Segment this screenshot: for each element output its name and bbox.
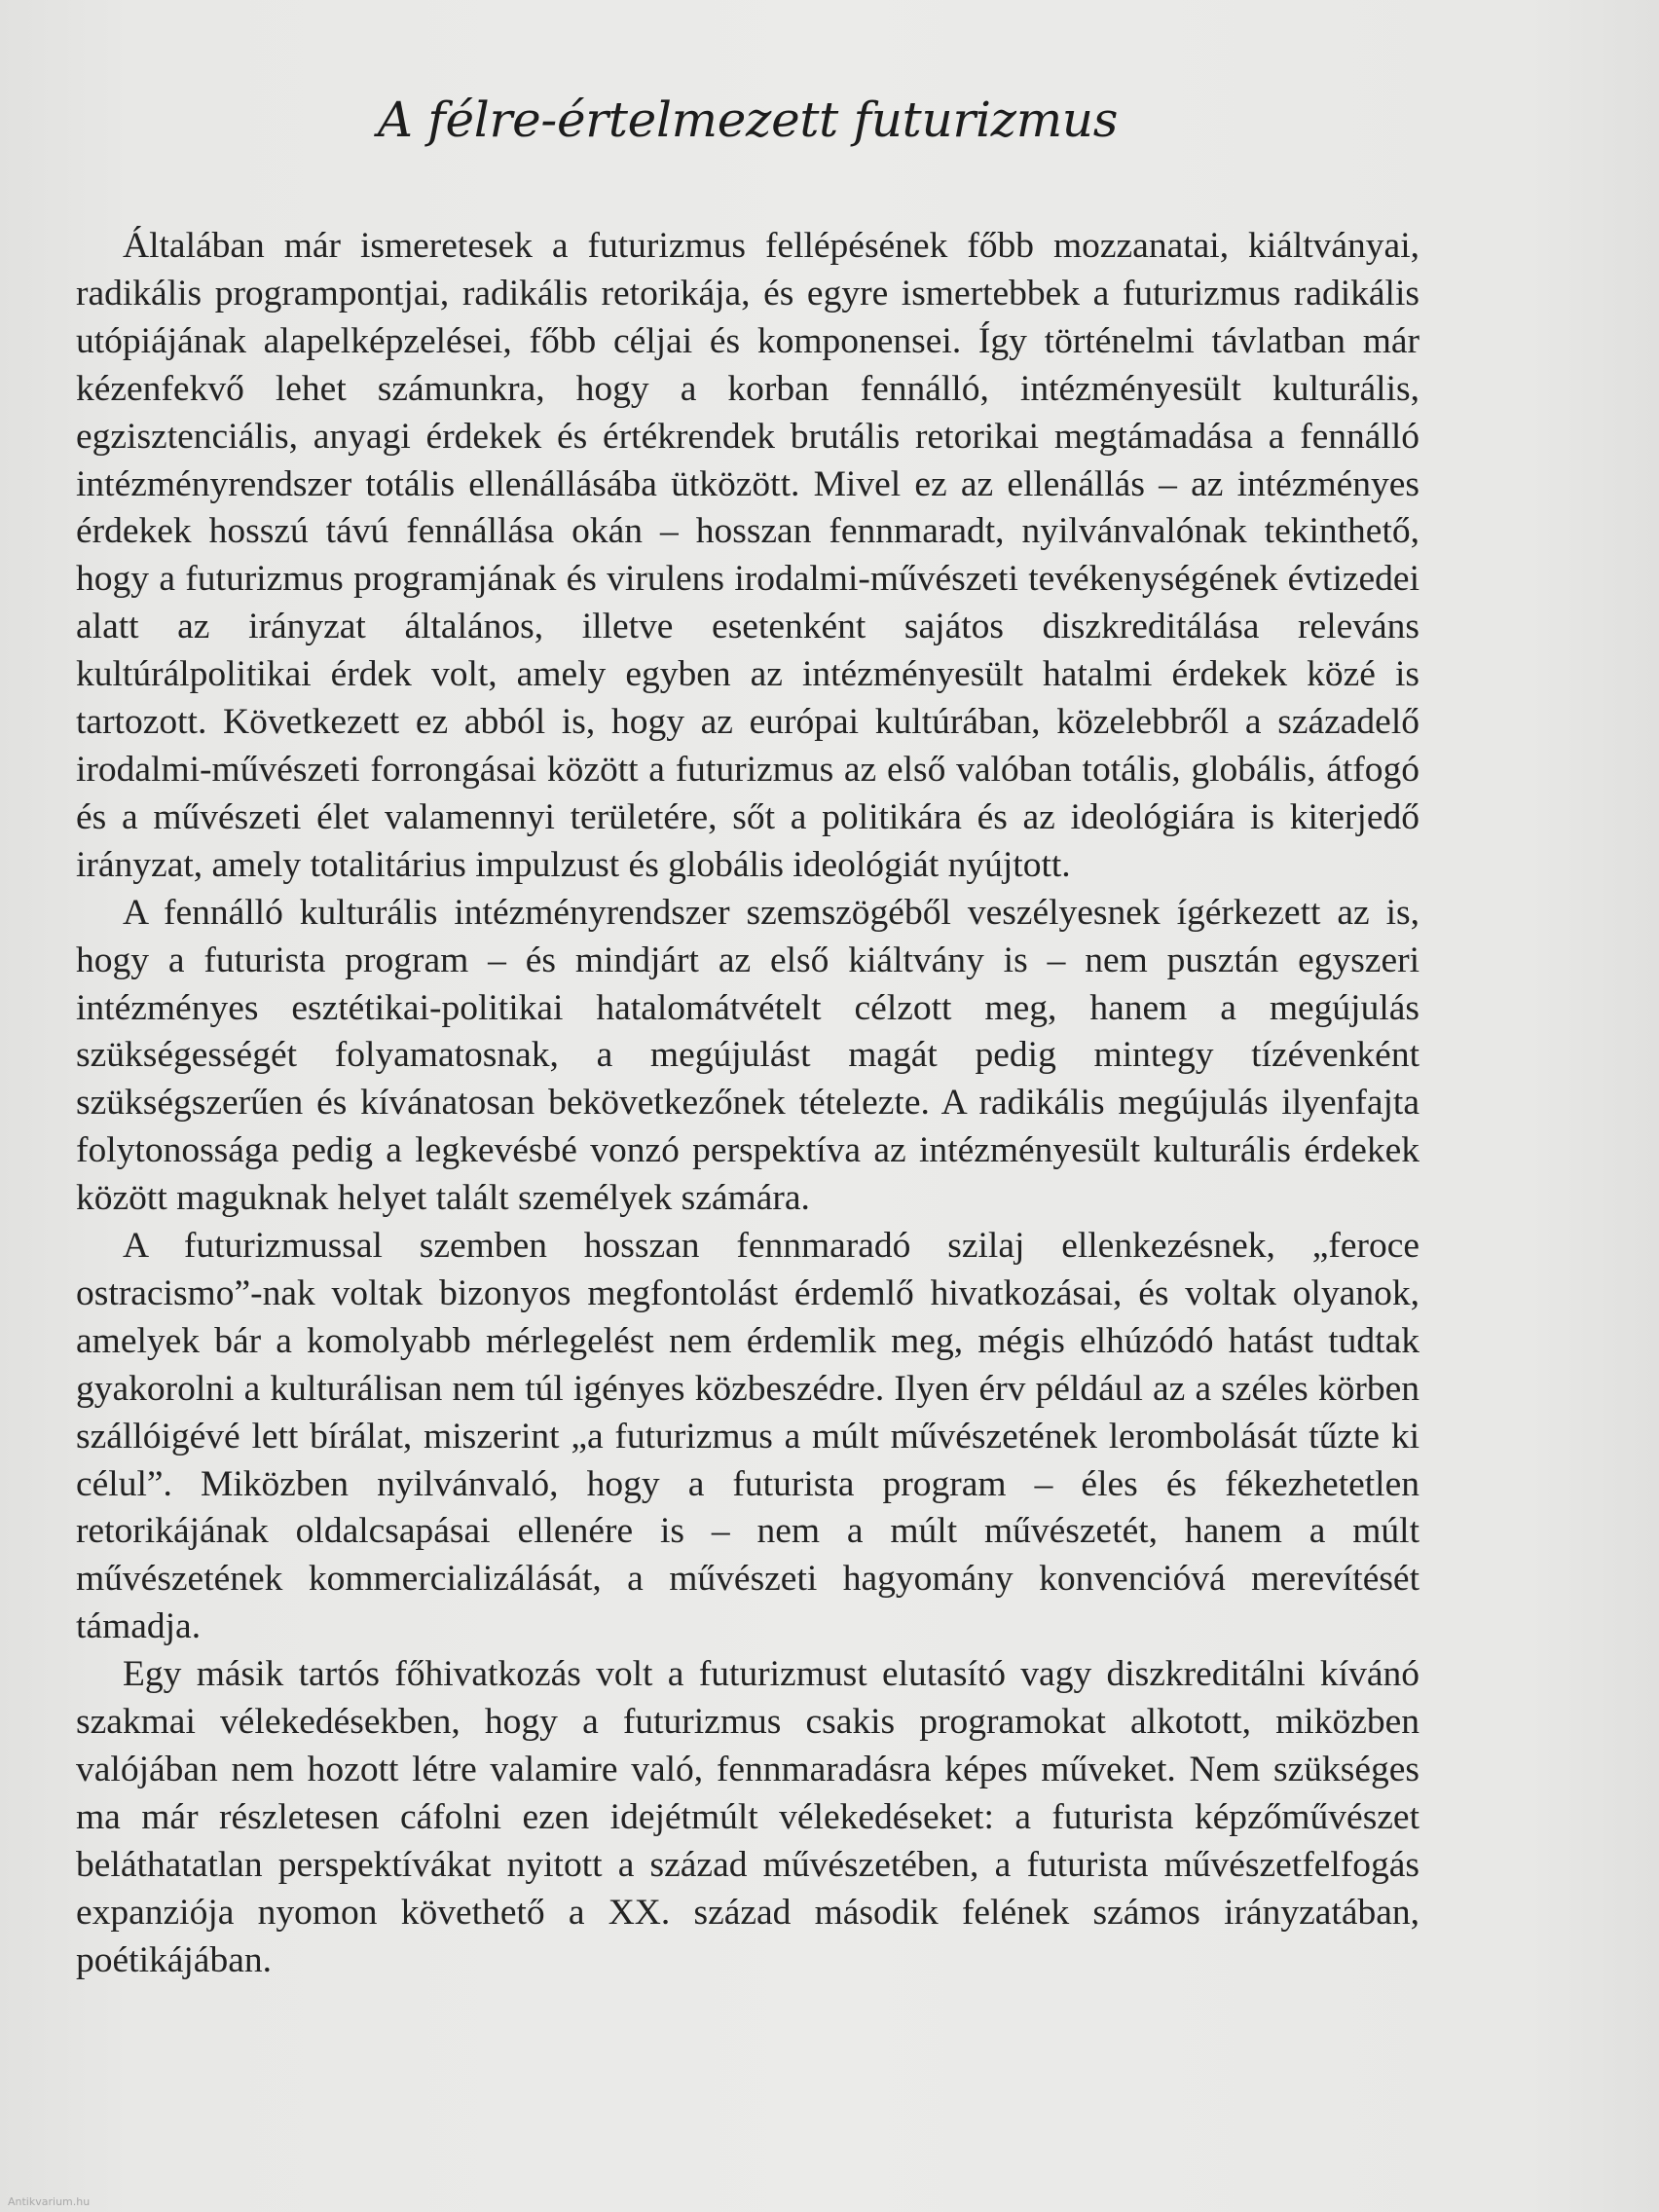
- watermark: Antikvarium.hu: [8, 2195, 91, 2208]
- paragraph-1: Általában már ismeretesek a futurizmus fellépésének főbb mozzanatai, kiáltványai, radikális programpontjai, radikális retorikája, és egyre ismertebbek a futurizmus radikális utópiájának alapelképzelései, főbb céljai és komponensei. Így történelmi távlatban már kézenfekvő lehet számunkra, hogy a korban fennálló, intézményesült kulturális, egzisztenciális, anyagi érdekek és értékrendek brutális retorikai megtámadása a fennálló intézményrendszer totális ellenállásába ütközött. Mivel ez az ellenállás – az intézményes érdekek hosszú távú fennállása okán – hosszan fennmaradt, nyilvánvalónak tekinthető, hogy a futurizmus programjának és virulens irodalmi-művészeti tevékenységének évtizedei alatt az irányzat általános, illetve esetenként sajátos diszkreditálása releváns kultúrálpolitikai érdek volt, amely egyben az intézményesült hatalmi érdekek közé is tartozott. Következett ez abból is, hogy az európai kultúrában, közelebbről a századelő irodalmi-művészeti forrongásai között a futurizmus az első valóban totális, globális, átfogó és a művészeti élet valamennyi területére, sőt a politikára és az ideológiára is kiterjedő irányzat, amely totalitárius impulzust és globális ideológiát nyújtott.: [76, 226, 1419, 885]
- paragraph-3: A futurizmussal szemben hosszan fennmaradó szilaj ellenkezésnek, „feroce ostracismo”-nak voltak bizonyos megfontolást érdemlő hivatkozásai, és voltak olyanok, amelyek bár a komolyabb mérlegelést nem érdemlik meg, mégis elhúzódó hatást tudtak gyakorolni a kulturálisan nem túl igényes közbeszédre. Ilyen érv például az a széles körben szállóigévé lett bírálat, miszerint „a futurizmus a múlt művészetének lerombolását tűzte ki célul”. Miközben nyilvánvaló, hogy a futurista program – éles és fékezhetetlen retorikájának oldalcsapásai ellenére is – nem a múlt művészetét, hanem a múlt művészetének kommercializálását, a művészeti hagyomány konvencióvá merevítését támadja.: [76, 1226, 1419, 1647]
- page-title: A félre-értelmezett futurizmus: [377, 92, 1119, 148]
- article: [76, 93, 1419, 1985]
- paragraph-2: A fennálló kulturális intézményrendszer szemszögéből veszélyesnek ígérkezett az is, hogy a futurista program – és mindjárt az első kiáltvány is – nem pusztán egyszeri intézményes esztétikai-politikai hatalomátvételt célzott meg, hanem a megújulás szükségességét folyamatosnak, a megújulást magát pedig mintegy tízévenként szükségszerűen és kívánatosan bekövetkezőnek tételezte. A radikális megújulás ilyenfajta folytonossága pedig a legkevésbé vonzó perspektíva az intézményesült kulturális érdekek között maguknak helyet talált személyek számára.: [76, 892, 1419, 1219]
- paragraph-4: Egy másik tartós főhivatkozás volt a futurizmust elutasító vagy diszkreditálni kívánó szakmai vélekedésekben, hogy a futurizmus csakis programokat alkotott, miközben valójában nem hozott létre valamire való, fennmaradásra képes műveket. Nem szükséges ma már részletesen cáfolni ezen idejétmúlt vélekedéseket: a futurista képzőművészet beláthatatlan perspektívákat nyitott a század művészetében, a futurista művészetfelfogás expanziója nyomon követhető a XX. század második felének számos irányzatában, poétikájában.: [76, 1654, 1419, 1980]
